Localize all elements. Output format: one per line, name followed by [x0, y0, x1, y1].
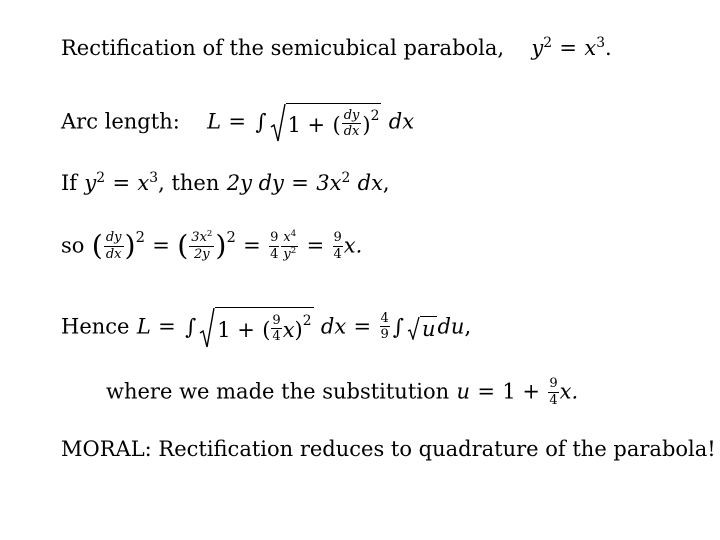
hence-x: x [282, 317, 295, 342]
sq-x4: x [283, 230, 291, 246]
title-y: y [531, 36, 544, 60]
subst-tail: x. [559, 379, 579, 404]
hence-L: L [136, 314, 151, 339]
then-eq: = [291, 171, 309, 195]
sq-y2-exp: 2 [290, 245, 297, 256]
then-lhs: 2y dy [226, 171, 284, 195]
hence-n4: 4 [380, 310, 389, 326]
arc-label: Arc length: [61, 109, 180, 134]
moral-text: MORAL: Rectification reduces to quadrature of the parabola! [61, 437, 716, 461]
arc-one-plus: 1 + [287, 112, 326, 137]
hence-du: du [437, 314, 465, 339]
sq-d4: 4 [270, 246, 279, 262]
hence-integral2: ∫ [392, 314, 404, 340]
sq-tail: x. [343, 233, 363, 258]
sqrt-sign-icon [199, 307, 215, 349]
then-dx: dx [357, 171, 383, 195]
sq-n9: 9 [270, 230, 279, 246]
sq-d4b: 4 [333, 246, 342, 262]
subst-u: u [456, 379, 471, 404]
arc-eq: = [228, 109, 246, 134]
hence-d4: 4 [272, 329, 281, 345]
sq-y2: y [283, 246, 291, 262]
arc-length-line [61, 103, 414, 143]
sq-dy: dy [105, 230, 122, 246]
then-comma: , [382, 171, 390, 195]
then-word: , then [158, 171, 220, 195]
subst-d4: 4 [549, 392, 558, 408]
sq-num1-exp: 2 [206, 229, 213, 240]
arc-sqrt: 1 + ( $\frac{dy}{dx}$ ) $^2$ [270, 103, 382, 143]
implicit-line [61, 170, 390, 195]
moral-line [61, 439, 716, 460]
title-y-exp: 2 [543, 35, 553, 52]
arc-exp: 2 [370, 108, 380, 125]
squared-line: so ( $\frac{dy}{dx}$ )$^2$ = ( $\frac{3x^2}{2y}$ )$^2$ = $\frac{9}{4}$ $\frac{x^4}{y^2}$ = $\frac{9}{4}$ x. [61, 229, 363, 262]
arc-L: L [207, 109, 222, 134]
sqrt-sign-icon [270, 103, 286, 143]
substitution-line [106, 375, 579, 408]
hence-eq: = [158, 314, 176, 339]
hence-comma: , [464, 314, 472, 339]
sq-eq1: = [152, 233, 170, 258]
if-y-exp: 2 [96, 170, 106, 187]
subst-text: where we made the substitution [106, 379, 450, 404]
if-x-exp: 3 [149, 170, 159, 187]
if-y: y [84, 171, 97, 195]
subst-eq: = [477, 379, 495, 404]
then-rhs: 3x [316, 171, 342, 195]
sq-eq2: = [243, 233, 261, 258]
title-x-exp: 3 [596, 35, 606, 52]
sq-eq3: = [306, 233, 325, 258]
arc-dx-den: dx [343, 124, 360, 140]
sq-x4-exp: 4 [290, 229, 297, 240]
subst-one-plus: 1 + [502, 379, 540, 404]
arc-integral: ∫ [255, 109, 267, 135]
hence-d9: 9 [380, 327, 389, 343]
title-line [61, 35, 612, 60]
arc-dx: dx [388, 109, 415, 134]
hence-sqrt-u [407, 316, 438, 340]
hence-integral: ∫ [185, 314, 197, 340]
if-x: x [137, 171, 150, 195]
so-word: so [61, 233, 85, 258]
hence-dx: dx [320, 314, 347, 339]
sqrt-sign-icon [407, 316, 420, 340]
sq-n9b: 9 [333, 230, 342, 246]
if-eq: = [112, 171, 131, 195]
sq-exp1: 2 [135, 229, 145, 247]
sq-num1: 3x [191, 230, 207, 246]
sq-exp2: 2 [226, 229, 236, 247]
sq-den1: 2y [194, 246, 210, 262]
sq-dx: dx [105, 246, 122, 262]
if-word: If [61, 171, 78, 195]
subst-n9: 9 [549, 375, 558, 391]
hence-exp: 2 [302, 313, 312, 330]
title-period: . [605, 36, 612, 60]
hence-eq2: = [353, 314, 372, 339]
then-rhs-exp: 2 [341, 170, 351, 187]
hence-word: Hence [61, 314, 130, 339]
hence-sqrt: 1 + ( $\frac{9}{4}$ x ) $^2$ [199, 307, 313, 349]
hence-n9: 9 [272, 312, 281, 328]
title-eq: = [559, 36, 578, 60]
hence-line [61, 307, 471, 349]
hence-u: u [421, 316, 436, 341]
hence-one-plus: 1 + [217, 317, 255, 342]
title-x: x [584, 36, 597, 60]
arc-dy: dy [343, 107, 360, 123]
title-text: Rectification of the semicubical parabola, [61, 36, 505, 60]
